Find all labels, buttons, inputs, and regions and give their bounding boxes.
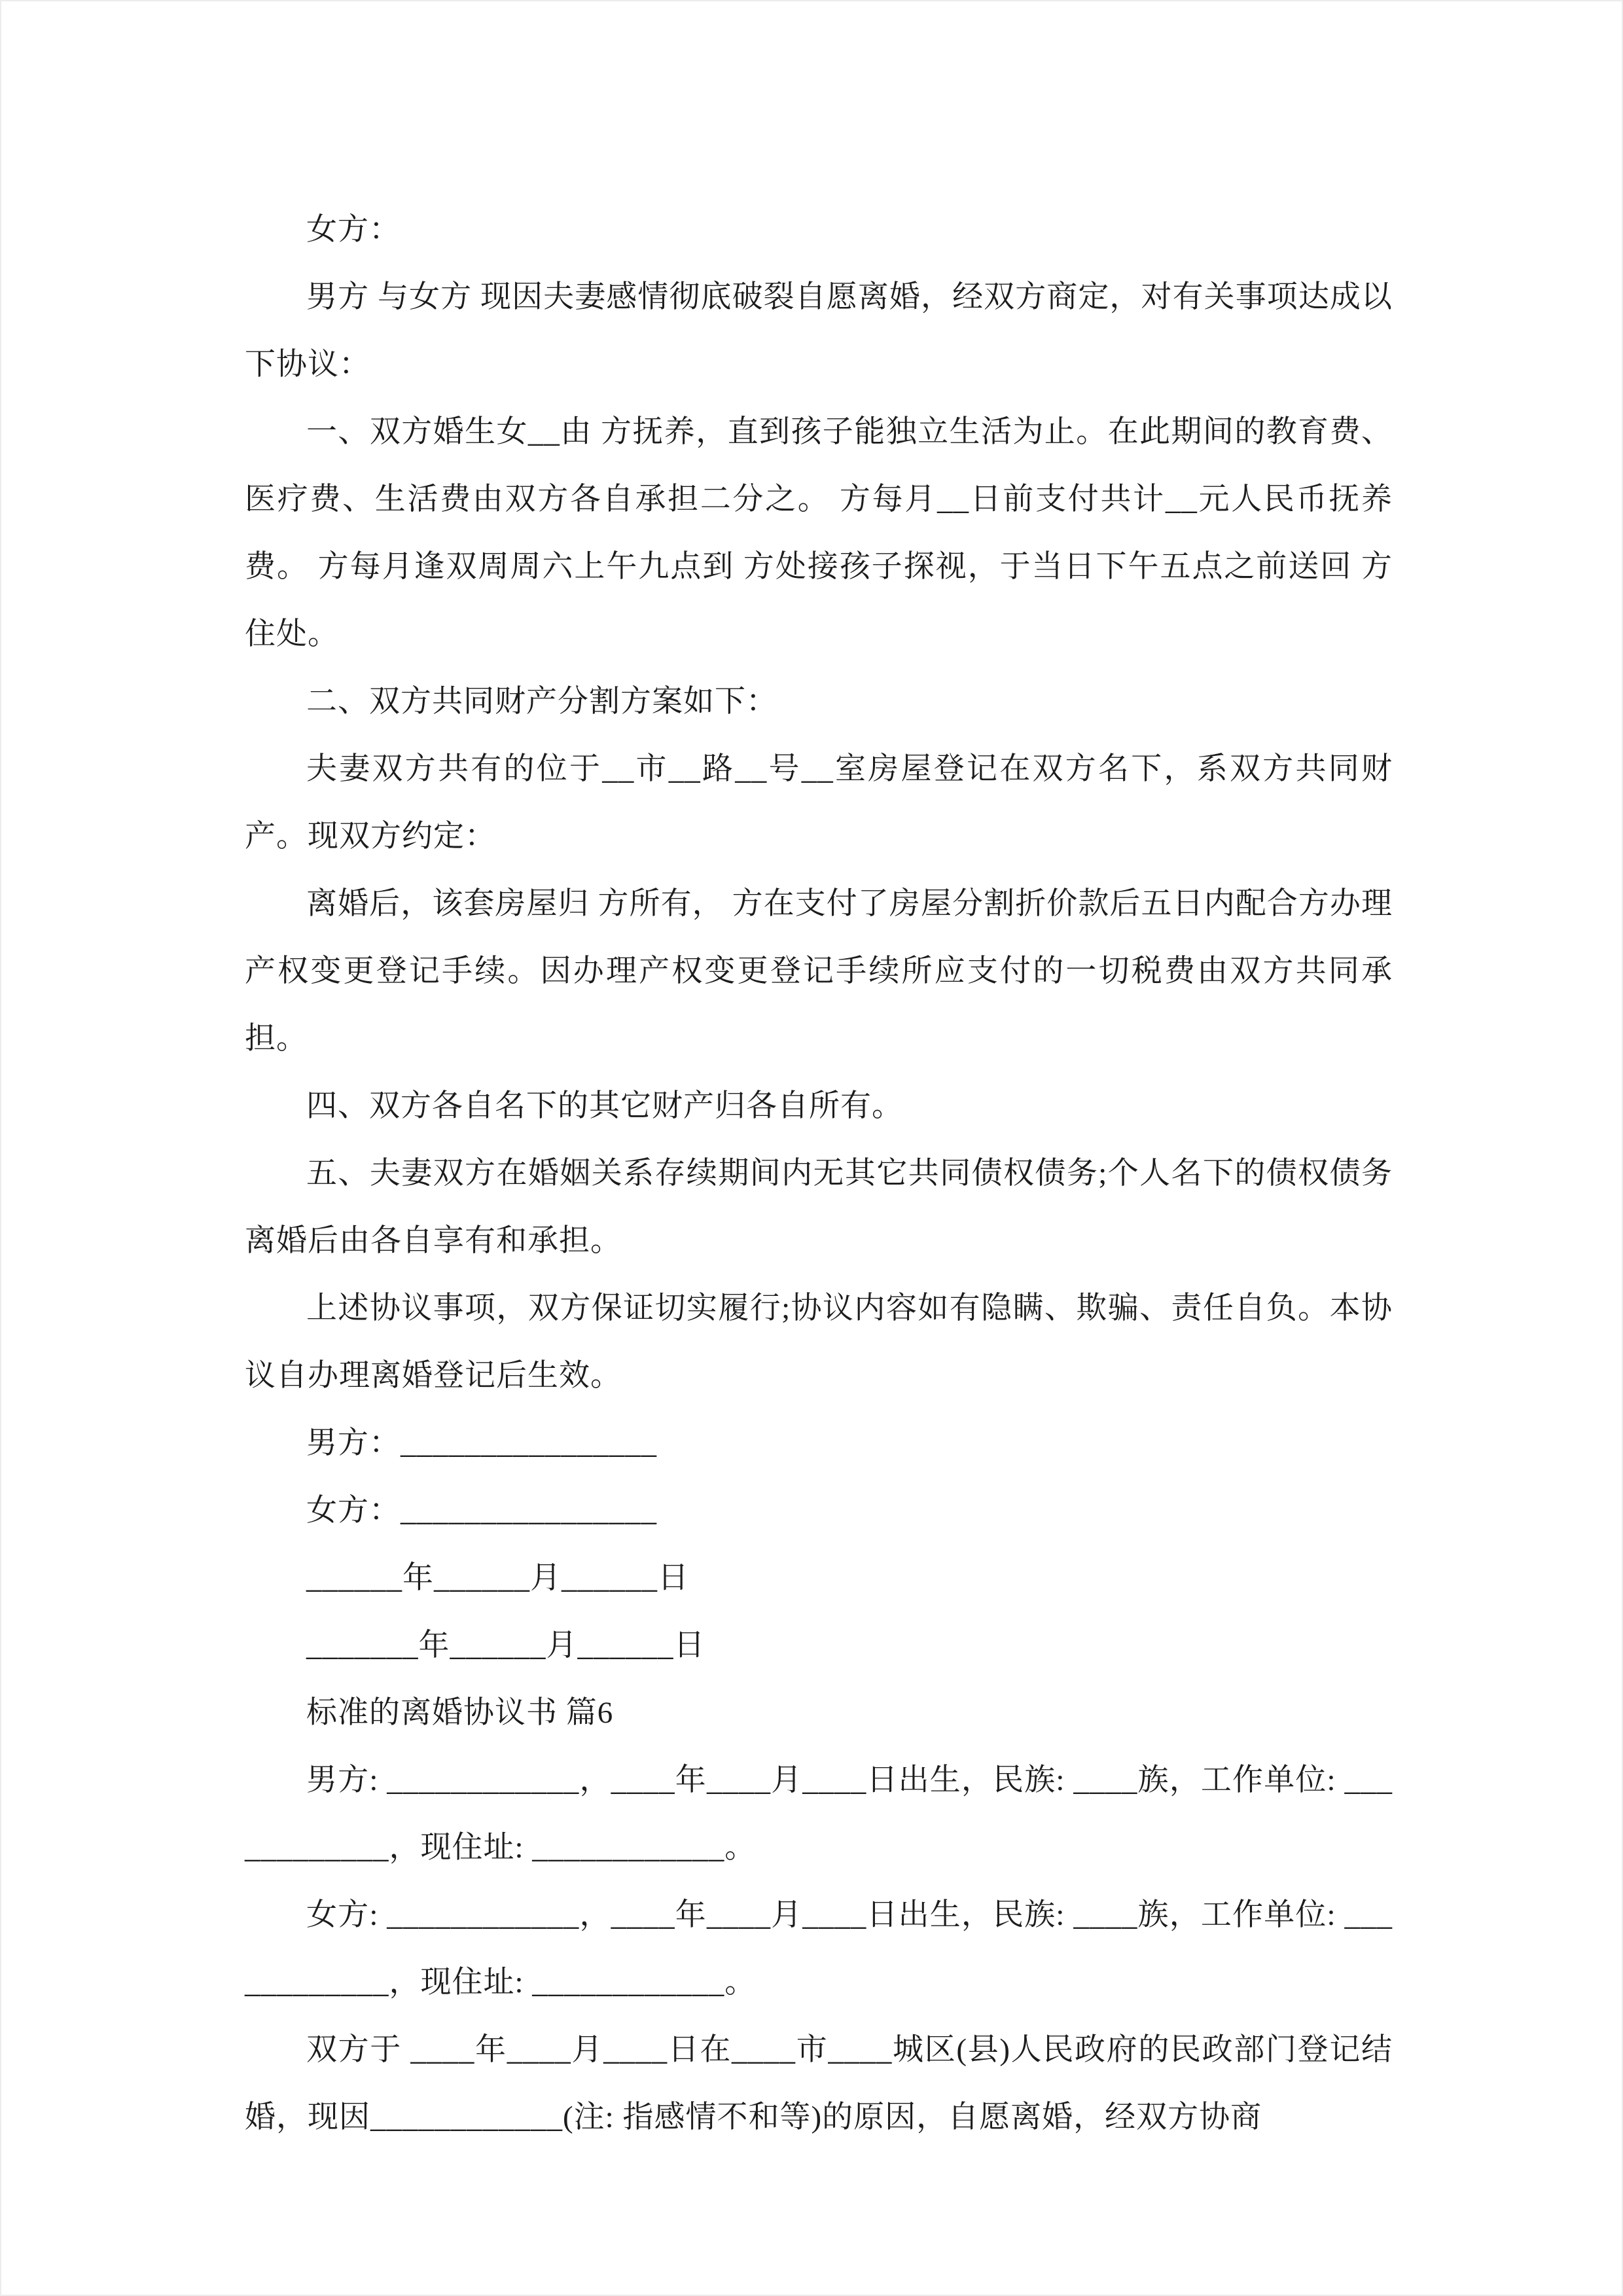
signature-man-line: 男方：________________ — [306, 1426, 657, 1460]
clause-2-heading: 二、双方共同财产分割方案如下： — [306, 685, 777, 719]
signature-woman-line: 女方：________________ — [306, 1494, 657, 1528]
date-line-2: _______年______月______日 — [306, 1628, 705, 1662]
clause-4-other-property: 四、双方各自名下的其它财产归各自所有。 — [306, 1089, 903, 1123]
woman-label-line: 女方： — [306, 213, 401, 247]
closing-paragraph: 上述协议事项，双方保证切实履行;协议内容如有隐瞒、欺骗、责任自负。本协议自办理离婚登记后生效。 — [245, 1291, 1393, 1393]
clause-2-house-location: 夫妻双方共有的位于__市__路__号__室房屋登记在双方名下，系双方共同财产。现双方约定： — [245, 752, 1393, 853]
document-body — [245, 196, 1393, 2151]
woman-info-line: 女方: ____________，____年____月____日出生，民族: ____族，工作单位: ____________，现住址: ____________。 — [245, 1898, 1393, 2000]
marriage-registration-paragraph: 双方于 ____年____月____日在____市____城区(县)人民政府的民政部门登记结婚，现因____________(注: 指感情不和等)的原因，自愿离婚，经双方协商 — [245, 2033, 1393, 2134]
clause-3-house-ownership: 离婚后，该套房屋归 方所有， 方在支付了房屋分割折价款后五日内配合方办理产权变更登记手续。因办理产权变更登记手续所应支付的一切税费由双方共同承担。 — [245, 887, 1393, 1056]
clause-5-debts: 五、夫妻双方在婚姻关系存续期间内无其它共同债权债务;个人名下的债权债务离婚后由各自享有和承担。 — [245, 1157, 1393, 1258]
section-title: 标准的离婚协议书 篇6 — [306, 1696, 614, 1730]
intro-paragraph: 男方 与女方 现因夫妻感情彻底破裂自愿离婚，经双方商定，对有关事项达成以下协议： — [245, 280, 1393, 382]
man-info-line: 男方: ____________，____年____月____日出生，民族: ____族，工作单位: ____________，现住址: ____________。 — [245, 1763, 1393, 1865]
date-line-1: ______年______月______日 — [306, 1561, 689, 1595]
clause-1-child-custody: 一、双方婚生女__由 方抚养，直到孩子能独立生活为止。在此期间的教育费、医疗费、生活费由双方各自承担二分之。 方每月__日前支付共计__元人民币抚养费。 方每月逢双周周六上午九点到 方处接孩子探视，于当日下午五点之前送回 方住处。 — [245, 415, 1393, 651]
